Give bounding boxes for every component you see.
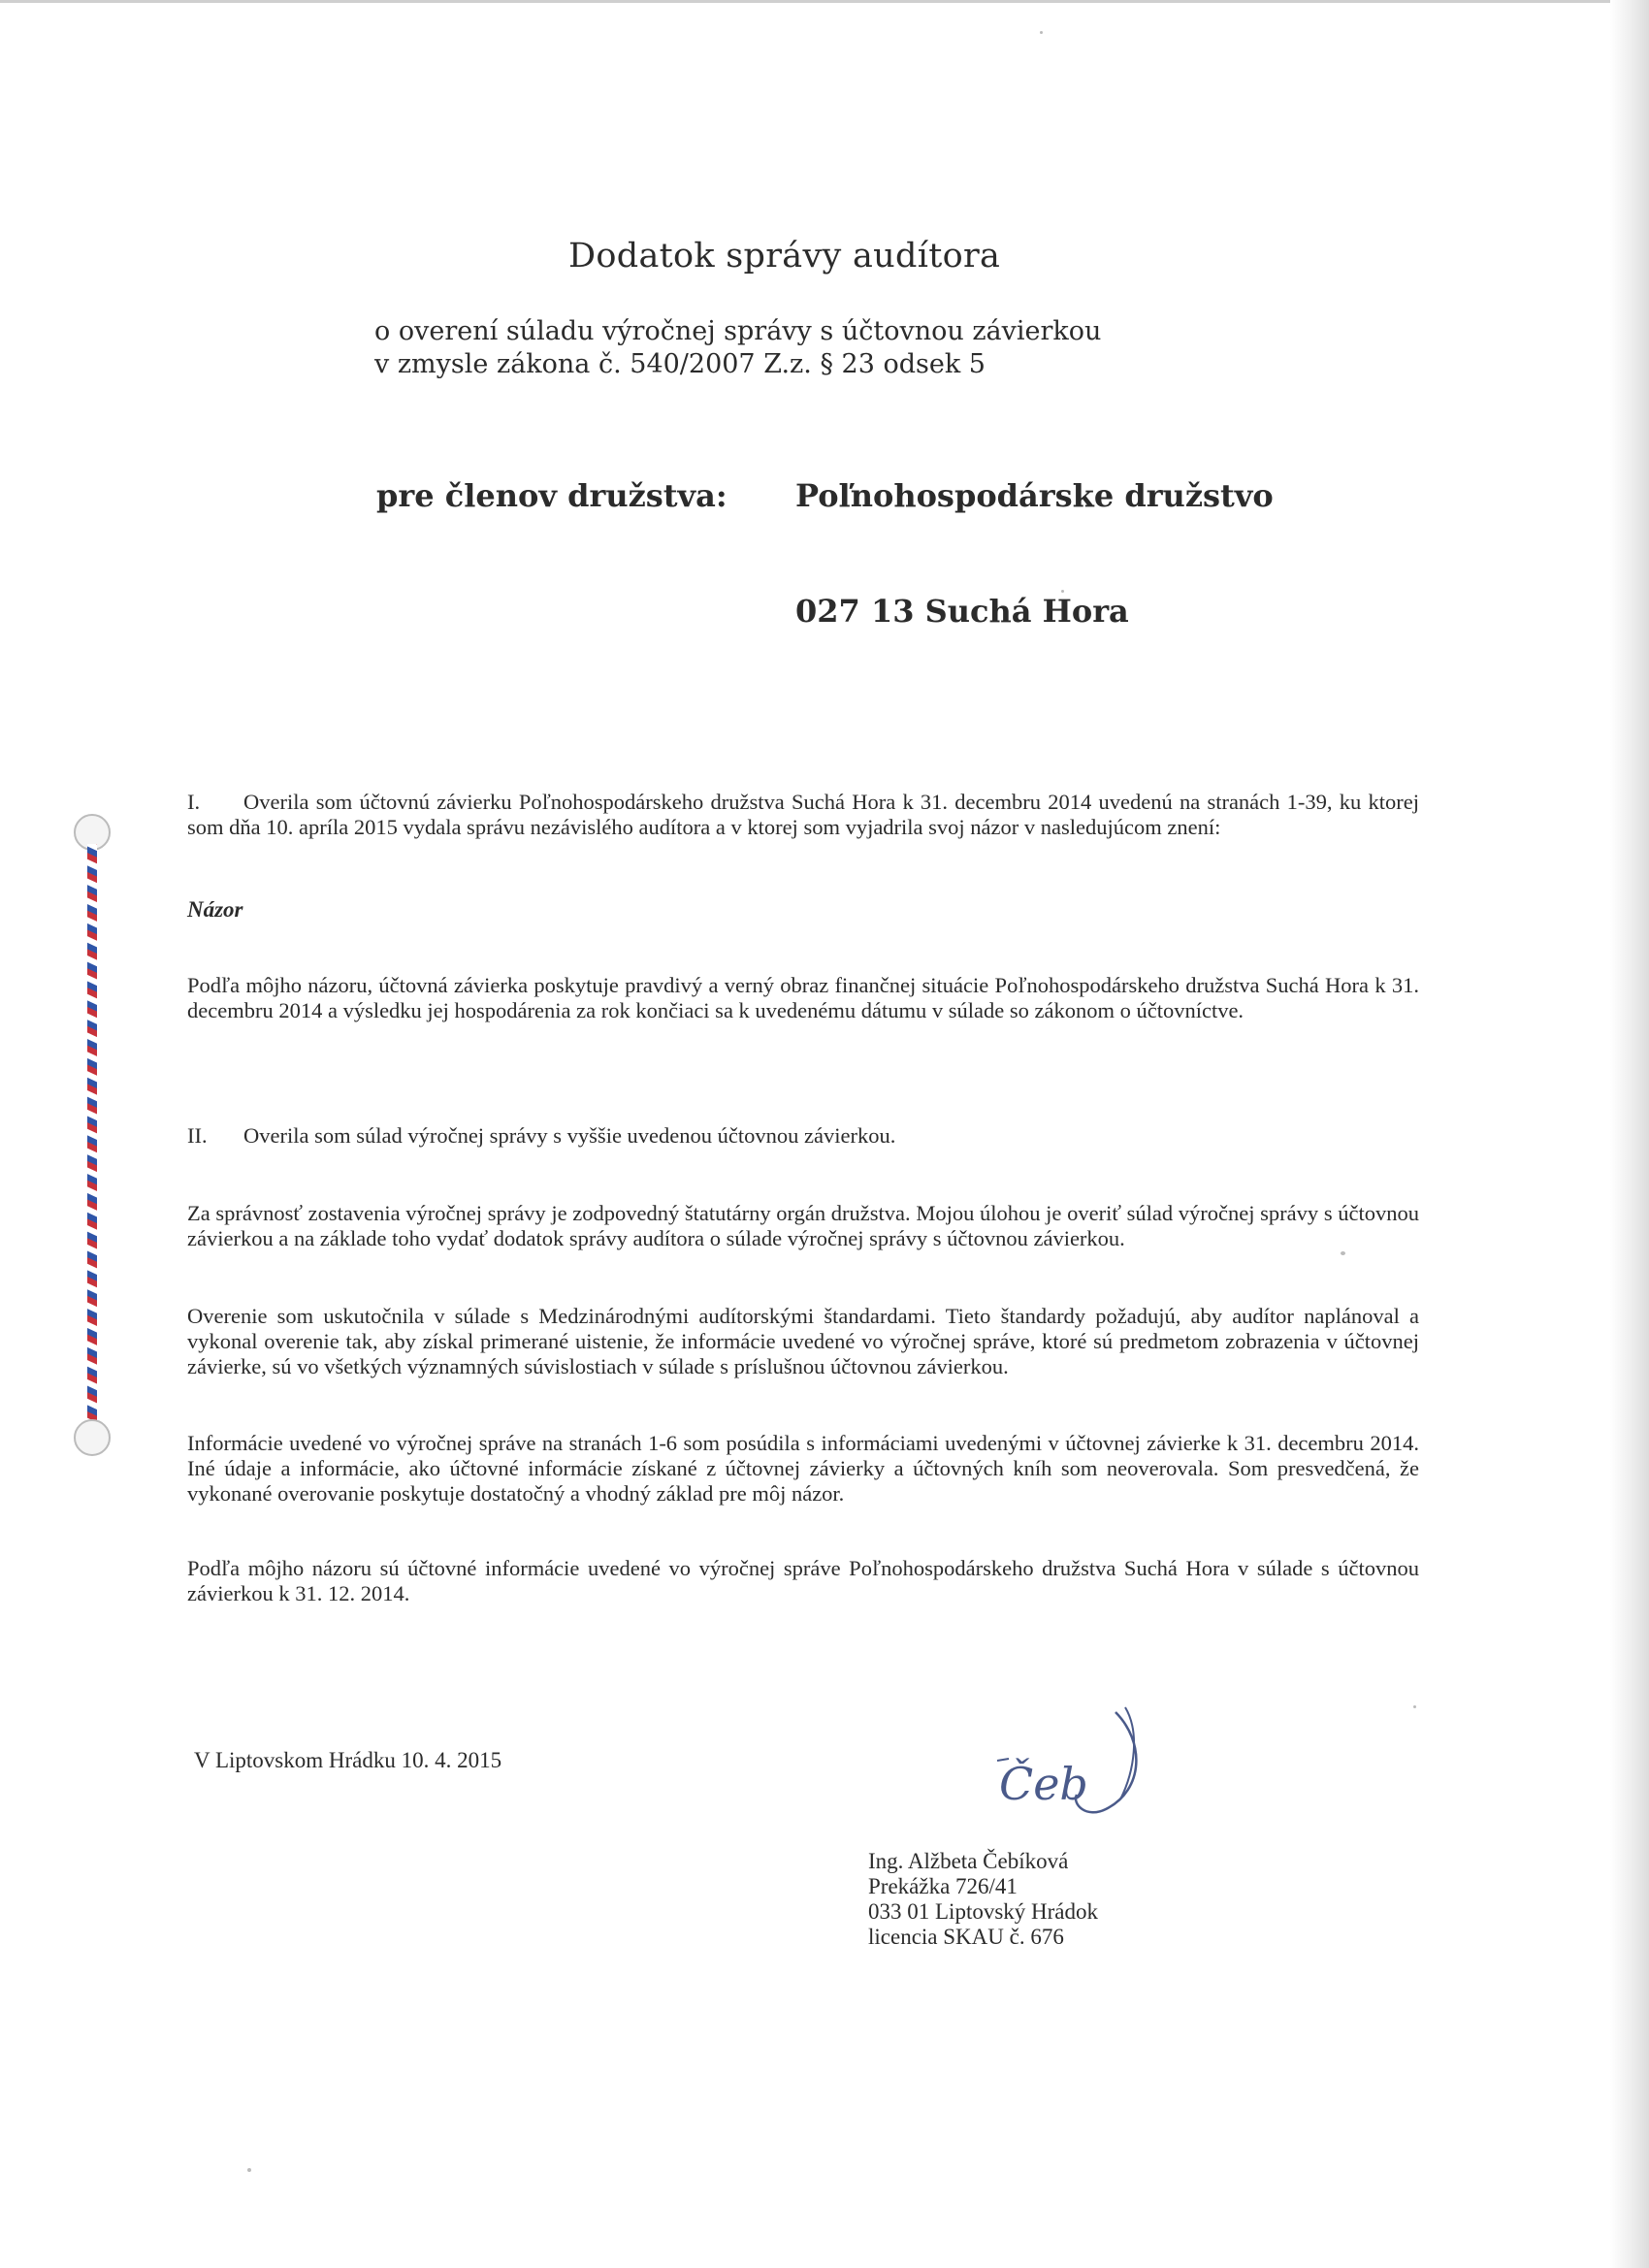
section-2-paragraph [187,1123,1419,1149]
section-1-paragraph [187,790,1419,840]
auditor-name: Ing. Alžbeta Čebíková [868,1849,1069,1873]
subtitle-line-2: v zmysle zákona č. 540/2007 Z.z. § 23 odsek 5 [374,349,986,379]
binding-cord [68,805,116,1465]
punch-hole-bottom [75,1420,110,1455]
scan-speck [1061,590,1064,593]
opinion-paragraph: Podľa môjho názoru, účtovná závierka poskytuje pravdivý a verný obraz finančnej situácie Poľnohospodárskeho družstva Suchá Hora k 31. decembru 2014 a výsledku jej hospodárenia za rok končiaci sa k uvedenému dátumu v súlade so zákonom o účtovníctve. [187,973,1419,1022]
place-and-date: V Liptovskom Hrádku 10. 4. 2015 [194,1748,502,1772]
document-title: Dodatok správy audítora [568,237,1001,275]
scan-speck [1413,1705,1416,1708]
section-2-text: Overila som súlad výročnej správy s vyššie uvedenou účtovnou závierkou. [243,1123,896,1148]
auditor-license: licencia SKAU č. 676 [868,1925,1064,1949]
cord-strand [87,844,97,1426]
section-1-label: I. [187,790,201,814]
scan-speck [247,2168,251,2172]
scan-speck [1040,31,1043,34]
information-paragraph: Informácie uvedené vo výročnej správe na stranách 1-6 som posúdila s informáciami uvedenými v účtovnej závierke k 31. decembru 2014. Iné údaje a informácie, ako účtovné informácie získané z účtovnej závierky a účtovných kníh som neoverovala. Som presvedčená, že vykonané overovanie poskytuje dostatočný a vhodný základ pre môj názor. [187,1431,1419,1506]
conclusion-paragraph: Podľa môjho názoru sú účtovné informácie uvedené vo výročnej správe Poľnohospodárskeho družstva Suchá Hora v súlade s účtovnou závierkou k 31. 12. 2014. [187,1556,1419,1605]
scan-speck [1341,1251,1345,1255]
auditor-city: 033 01 Liptovský Hrádok [868,1899,1099,1924]
cooperative-address: 027 13 Suchá Hora [795,593,1129,630]
subtitle-line-1: o overení súladu výročnej správy s účtovnou závierkou [374,316,1102,346]
auditor-street: Prekážka 726/41 [868,1874,1018,1898]
standards-paragraph: Overenie som uskutočnila v súlade s Medzinárodnými audítorskými štandardami. Tieto štandardy požadujú, aby audítor naplánoval a vykonal overenie tak, aby získal primerané uistenie, že informácie uvedené vo výročnej správe, ktoré sú predmetom zobrazenia v účtovnej závierke, sú vo všetkých významných súvislostiach v súlade s príslušnou účtovnou závierkou. [187,1304,1419,1378]
auditor-block [868,1849,1098,1950]
section-2-label: II. [187,1123,208,1148]
section-1-text: Overila som účtovnú závierku Poľnohospodárskeho družstva Suchá Hora k 31. decembru 2014 uvedenú na stranách 1-39, ku ktorej som dňa 10. apríla 2015 vydala správu nezávislého audítora a v ktorej som vyjadrila svoj názor v nasledujúcom znení: [187,790,1419,839]
signature-scribble: Čeb [999,1758,1088,1810]
cooperative-name: Poľnohospodárske družstvo [795,477,1274,514]
scan-right-edge [1610,0,1649,2268]
opinion-heading: Názor [187,897,243,922]
for-members-label: pre členov družstva: [376,477,728,514]
scan-top-edge [0,0,1610,3]
responsibility-paragraph: Za správnosť zostavenia výročnej správy je zodpovedný štatutárny orgán družstva. Mojou úlohou je overiť súlad výročnej správy s účtovnou závierkou a na základe toho vydať dodatok správy audítora o súlade výročnej správy s účtovnou závierkou. [187,1201,1419,1250]
handwritten-signature [980,1702,1174,1829]
document-subtitle [374,315,1101,381]
